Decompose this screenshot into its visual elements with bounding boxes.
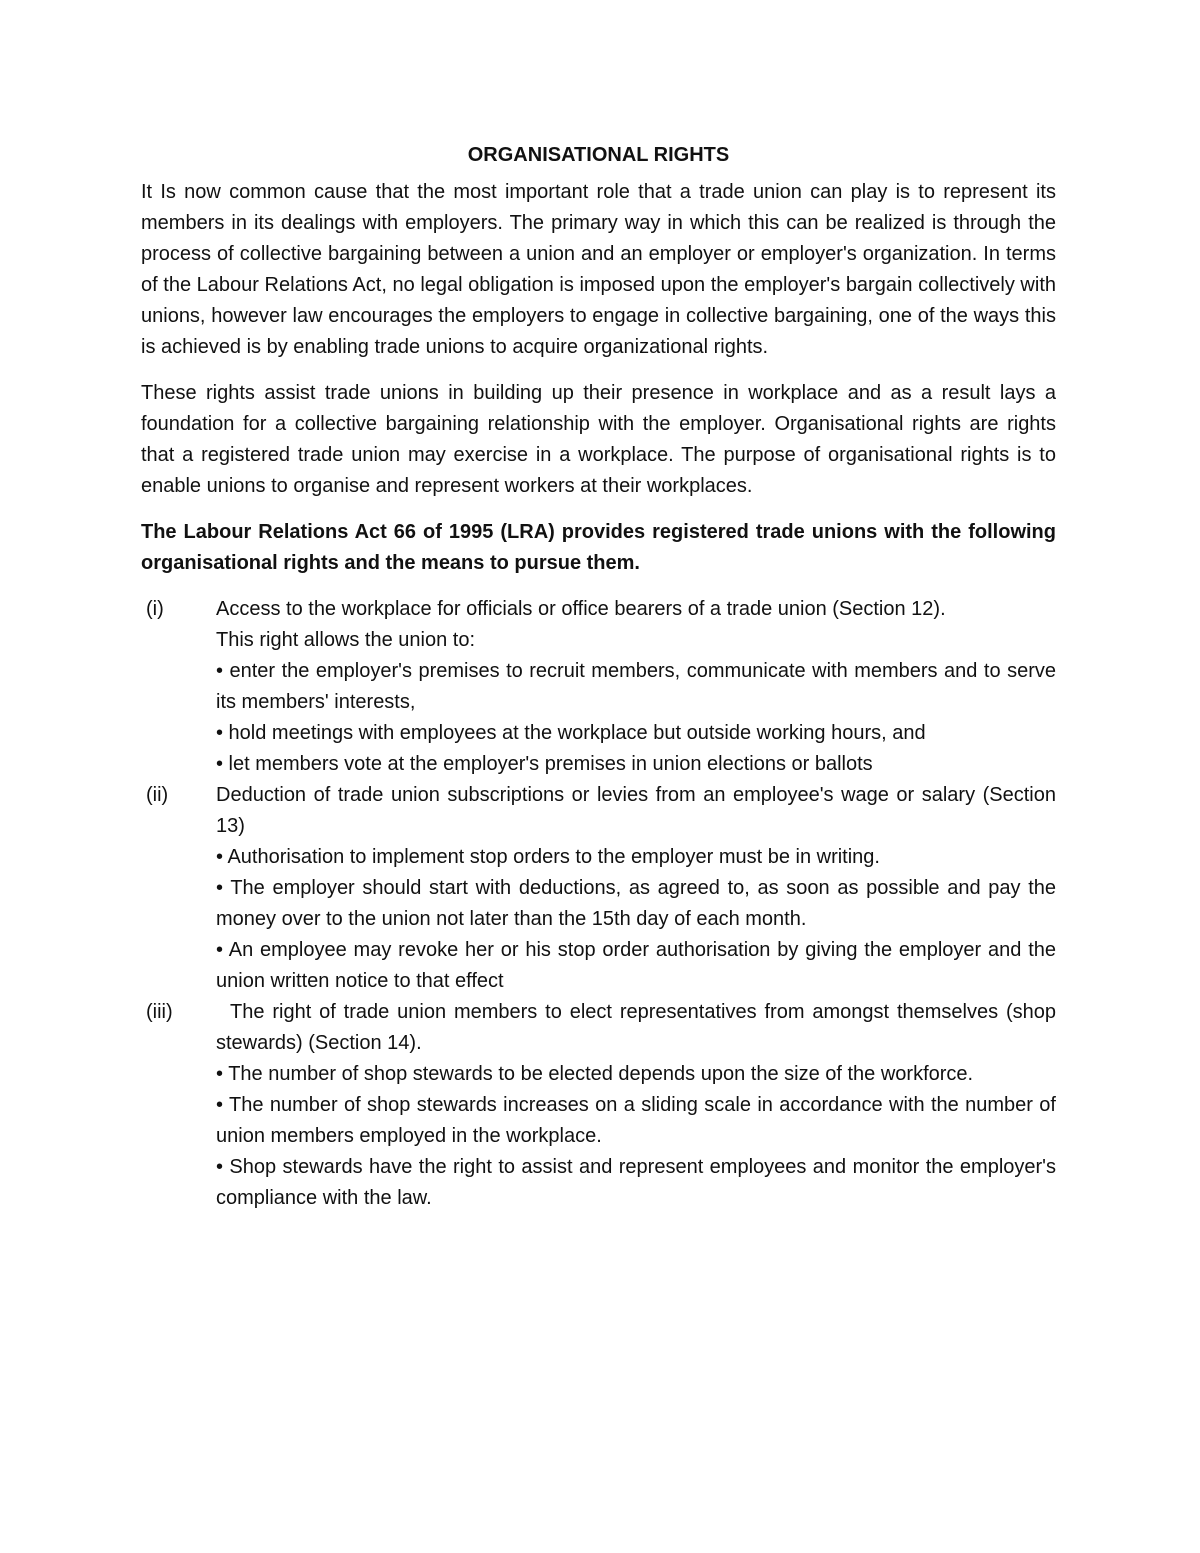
right-item-access: [141, 594, 1056, 780]
right-bullet: • An employee may revoke her or his stop order authorisation by giving the employer and the union written notice to that effect: [216, 939, 1056, 992]
right-bullet: • Shop stewards have the right to assist and represent employees and monitor the employer's compliance with the law.: [216, 1156, 1056, 1209]
rights-list: [141, 594, 1056, 1214]
right-bullet: • The employer should start with deductions, as agreed to, as soon as possible and pay the money over to the union not later than the 15th day of each month.: [216, 877, 1056, 930]
right-number: (i): [146, 598, 164, 620]
right-line: Deduction of trade union subscriptions or levies from an employee's wage or salary (Section 13): [216, 784, 1056, 837]
right-bullet: • enter the employer's premises to recruit members, communicate with members and to serve its members' interests,: [216, 660, 1056, 713]
right-item-deduction: [141, 780, 1056, 997]
document-page: [141, 140, 1056, 1214]
right-line: Access to the workplace for officials or office bearers of a trade union (Section 12).: [216, 598, 946, 620]
right-bullet: • hold meetings with employees at the workplace but outside working hours, and: [216, 722, 926, 744]
right-bullet: • let members vote at the employer's premises in union elections or ballots: [216, 753, 873, 775]
intro-paragraph: It Is now common cause that the most important role that a trade union can play is to represent its members in its dealings with employers. The primary way in which this can be realized is through the process of collective bargaining between a union and an employer or employer's organization. In terms of the Labour Relations Act, no legal obligation is imposed upon the employer's bargain collectively with unions, however law encourages the employers to engage in collective bargaining, one of the ways this is achieved is by enabling trade unions to acquire organizational rights.: [141, 181, 1056, 358]
document-title: ORGANISATIONAL RIGHTS: [467, 144, 730, 166]
right-line: This right allows the union to:: [216, 629, 476, 651]
right-number: (iii): [146, 1001, 173, 1023]
right-item-shop-stewards: [141, 997, 1056, 1214]
right-bullet: • The number of shop stewards to be elected depends upon the size of the workforce.: [216, 1063, 974, 1085]
rights-paragraph: These rights assist trade unions in building up their presence in workplace and as a result lays a foundation for a collective bargaining relationship with the employer. Organisational rights are rights that a registered trade union may exercise in a workplace. The purpose of organisational rights is to enable unions to organise and represent workers at their workplaces.: [141, 382, 1056, 497]
right-number: (ii): [146, 784, 169, 806]
right-bullet: • Authorisation to implement stop orders to the employer must be in writing.: [216, 846, 880, 868]
right-bullet: • The number of shop stewards increases on a sliding scale in accordance with the number of union members employed in the workplace.: [216, 1094, 1056, 1147]
right-line: The right of trade union members to elect representatives from amongst themselves (shop stewards) (Section 14).: [216, 1001, 1056, 1054]
lra-lead-statement: The Labour Relations Act 66 of 1995 (LRA) provides registered trade unions with the following organisational rights and the means to pursue them.: [141, 521, 1056, 574]
